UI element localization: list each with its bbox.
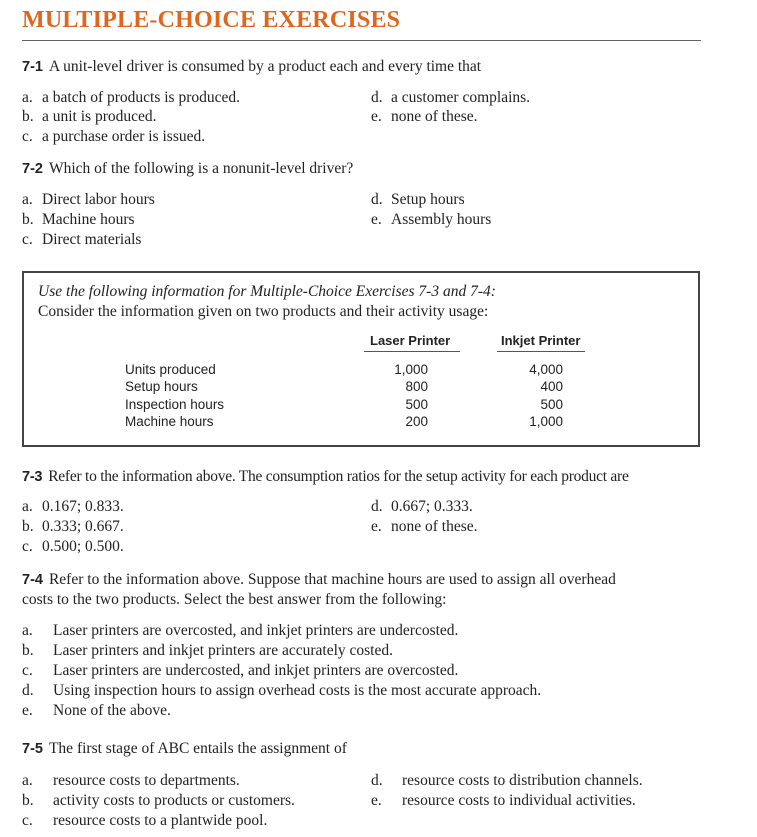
question-number: 7-3 [22,469,43,485]
option-c: c. Direct materials [22,231,142,248]
question-number: 7-1 [22,59,43,75]
option-a: a. Direct labor hours [22,191,155,208]
info-box [22,271,700,447]
question-7-5 [22,740,347,758]
question-7-3 [22,468,629,486]
option-d: d. Setup hours [371,191,465,208]
option-b: b. Laser printers and inkjet printers are accurately costed. [22,642,393,659]
info-box-description: Consider the information given on two products and their activity usage: [38,303,489,320]
option-d: d. 0.667; 0.333. [371,498,473,515]
header-underline [364,351,460,352]
question-text: Refer to the information above. The consumption ratios for the setup activity for each product are [48,468,629,485]
question-text: A unit-level driver is consumed by a product each and every time that [48,58,482,75]
question-number: 7-2 [22,161,43,177]
row-label: Inspection hours [125,397,225,412]
laser-value: 800 [405,379,428,394]
option-b: b. Machine hours [22,211,135,228]
option-d: d. resource costs to distribution channels. [371,772,643,789]
option-c: c. 0.500; 0.500. [22,538,124,555]
option-c: c. resource costs to a plantwide pool. [22,812,268,829]
question-text: Which of the following is a nonunit-level driver? [48,160,354,177]
option-a: a. Laser printers are overcosted, and inkjet printers are undercosted. [22,622,459,639]
laser-value: 1,000 [394,362,428,377]
row-label: Machine hours [125,414,214,429]
option-a: a. a batch of products is produced. [22,89,240,106]
info-box-intro: Use the following information for Multiple-Choice Exercises 7-3 and 7-4: [38,283,496,300]
question-7-4-continued: costs to the two products. Select the best answer from the following: [22,591,447,608]
question-number: 7-4 [22,572,43,588]
option-c: c. Laser printers are undercosted, and inkjet printers are overcosted. [22,662,459,679]
option-e: e. Assembly hours [371,211,492,228]
question-7-1 [22,58,481,76]
inkjet-value: 4,000 [529,362,563,377]
option-d: d. Using inspection hours to assign overhead costs is the most accurate approach. [22,682,542,699]
page-title: MULTIPLE-CHOICE EXERCISES [22,7,401,33]
option-e: e. None of the above. [22,702,171,719]
inkjet-value: 1,000 [529,414,563,429]
question-text: The first stage of ABC entails the assignment of [48,740,347,757]
header-underline [497,351,585,352]
option-c: c. a purchase order is issued. [22,128,206,145]
option-d: d. a customer complains. [371,89,531,106]
inkjet-value: 500 [540,397,563,412]
question-text: Refer to the information above. Suppose that machine hours are used to assign all overhead [48,571,616,588]
inkjet-value: 400 [540,379,563,394]
option-b: b. activity costs to products or customers. [22,792,295,809]
option-e: e. none of these. [371,518,478,535]
column-header-inkjet: Inkjet Printer [501,333,581,348]
question-7-2 [22,160,353,178]
laser-value: 200 [405,414,428,429]
question-number: 7-5 [22,741,43,757]
option-b: b. a unit is produced. [22,108,157,125]
row-label: Setup hours [125,379,198,394]
column-header-laser: Laser Printer [370,333,451,348]
row-label: Units produced [125,362,216,377]
option-e: e. resource costs to individual activities. [371,792,636,809]
question-7-4 [22,571,616,589]
option-a: a. 0.167; 0.833. [22,498,124,515]
option-e: e. none of these. [371,108,478,125]
title-divider [22,40,701,41]
option-a: a. resource costs to departments. [22,772,240,789]
laser-value: 500 [405,397,428,412]
option-b: b. 0.333; 0.667. [22,518,124,535]
